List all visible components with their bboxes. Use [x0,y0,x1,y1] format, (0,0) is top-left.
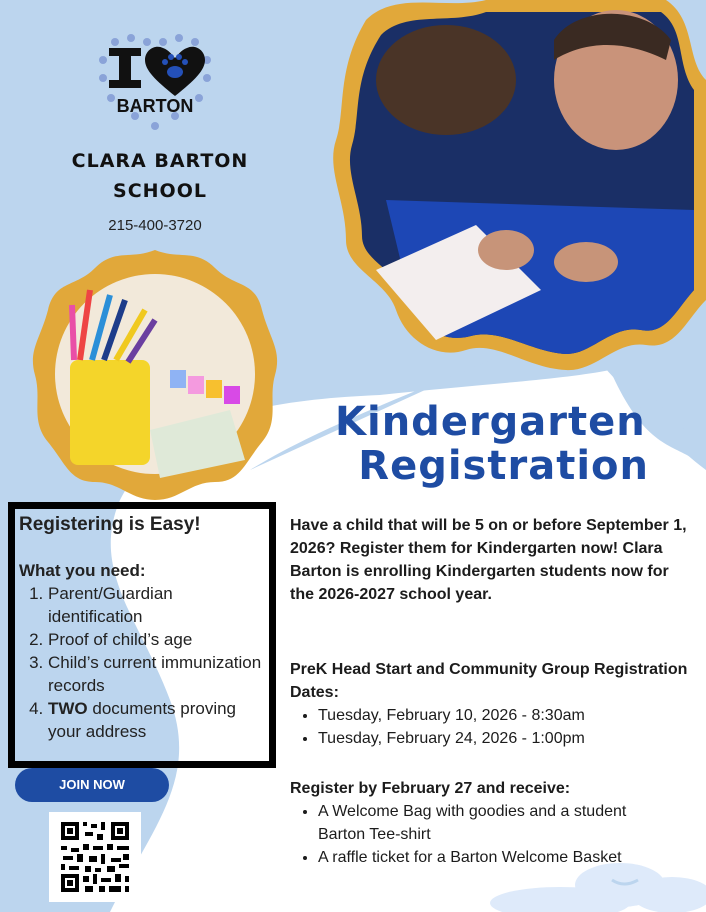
list-item: 3. Child’s current immunization records [48,651,265,697]
requirements-box [8,502,276,768]
list-item: 1. Parent/Guardian identification [48,582,265,628]
incentives-section [290,777,700,869]
title-line1: Kindergarten [335,399,646,445]
requirements-list [19,582,265,743]
school-name-line1: CLARA BARTON [71,150,249,172]
list-item: • A raffle ticket for a Barton Welcome Basket [318,846,700,869]
children-reading-photo [326,0,706,375]
registration-dates-section [290,658,690,750]
school-name [60,146,260,206]
phone-number: 215-400-3720 [108,217,202,234]
intro-paragraph: Have a child that will be 5 on or before September 1, 2026? Register them for Kindergarten now! Clara Barton is enrolling Kindergarten students now for the 2026-2027 school year. [290,517,687,603]
list-item: 2. Proof of child’s age [48,628,265,651]
list-item: 4. TWO documents proving your address [48,697,265,743]
i-heart-barton-logo [95,28,215,132]
qr-code-icon[interactable] [49,812,141,902]
incentives-heading: Register by February 27 and receive: [290,780,571,797]
colored-pencils-photo [30,250,280,500]
list-item: • Tuesday, February 10, 2026 - 8:30am [318,704,690,727]
registration-dates-heading: PreK Head Start and Community Group Registration Dates: [290,661,688,701]
list-item: • Tuesday, February 24, 2026 - 1:00pm [318,727,690,750]
incentives-list [290,800,700,869]
join-now-button[interactable]: JOIN NOW [15,768,169,802]
school-name-line2: SCHOOL [113,180,207,202]
requirements-heading: Registering is Easy! [19,514,201,535]
svg-text:BARTON: BARTON [116,96,194,116]
page-title [335,400,655,488]
registration-dates-list [290,704,690,750]
title-line2: Registration [358,443,649,489]
requirements-subheading: What you need: [19,561,146,580]
list-item: • A Welcome Bag with goodies and a student Barton Tee-shirt [318,800,628,846]
